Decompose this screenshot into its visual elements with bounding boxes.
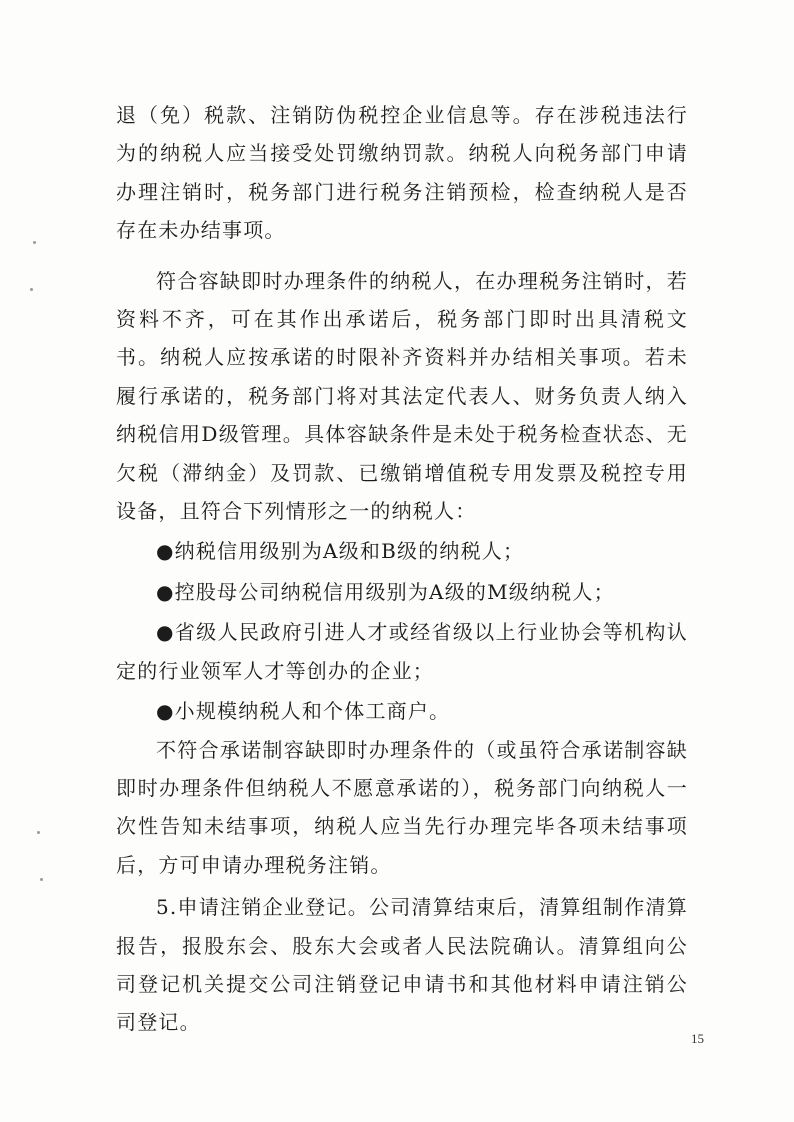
paragraph-tax-deregistration-continued: 退（免）税款、注销防伪税控企业信息等。存在涉税违法行为的纳税人应当接受处罚缴纳罚款。纳税人向税务部门申请办理注销时，税务部门进行税务注销预检，检查纳税人是否存在未办结事项。 [116, 103, 688, 243]
paragraph-tolerant-processing: 符合容缺即时办理条件的纳税人，在办理税务注销时，若资料不齐，可在其作出承诺后，税务部门即时出具清税文书。纳税人应按承诺的时限补齐资料并办结相关事项。若未履行承诺的，税务部门将对其法定代表人、财务负责人纳入纳税信用D级管理。具体容缺条件是未处于税务检查状态、无欠税（滞纳金）及罚款、已缴销增值税专用发票及税控专用设备，且符合下列情形之一的纳税人： [116, 268, 688, 524]
scan-speck [33, 241, 36, 244]
paragraph-non-qualifying: 不符合承诺制容缺即时办理条件的（或虽符合承诺制容缺即时办理条件但纳税人不愿意承诺的），税务部门向纳税人一次性告知未结事项，纳税人应当先行办理完毕各项未结事项后，方可申请办理税务注销。 [116, 737, 688, 877]
list-item: ●小规模纳税人和个体工商户。 [156, 699, 451, 724]
list-item: ●省级人民政府引进人才或经省级以上行业协会等机构认定的行业领军人才等创办的企业； [116, 620, 688, 683]
list-item: ●控股母公司纳税信用级别为A级的M级纳税人； [156, 579, 615, 604]
scan-speck [40, 878, 43, 881]
list-item: ●纳税信用级别为A级和B级的纳税人； [156, 539, 525, 564]
page-number: 15 [691, 1031, 704, 1046]
scan-speck [30, 288, 33, 291]
scan-speck [37, 831, 40, 834]
paragraph-company-deregistration: 5.申请注销企业登记。公司清算结束后，清算组制作清算报告，报股东会、股东大会或者人民法院确认。清算组向公司登记机关提交公司注销登记申请书和其他材料申请注销公司登记。 [116, 895, 688, 1035]
body-text [116, 96, 688, 1042]
